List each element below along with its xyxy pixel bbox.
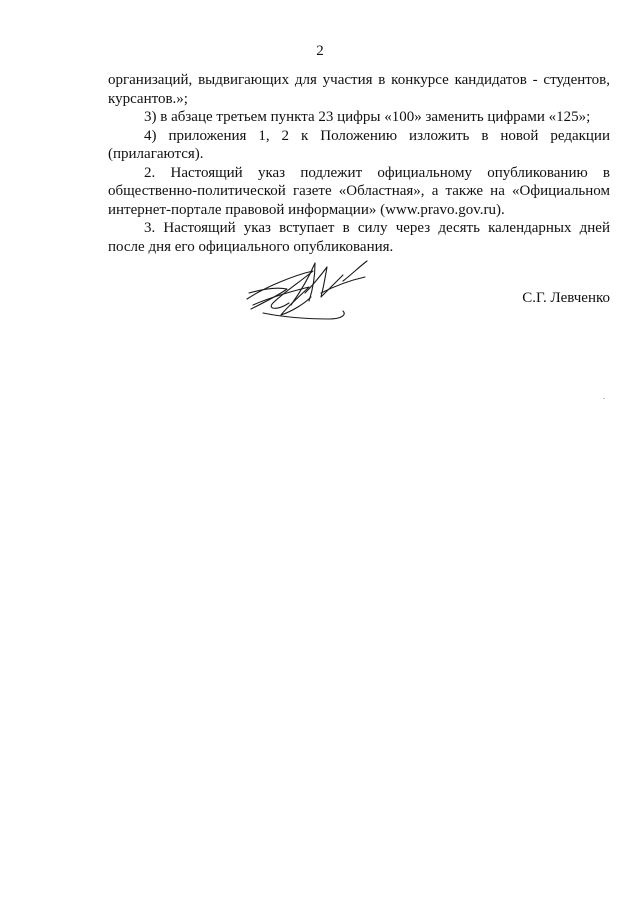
- handwritten-signature: [243, 253, 373, 325]
- paragraph-item-3: 3) в абзаце третьем пункта 23 цифры «100» заменить цифрами «125»;: [144, 109, 591, 125]
- signatory-name: С.Г. Левченко: [522, 290, 610, 306]
- page-number: 2: [316, 43, 324, 59]
- scan-artifact: [603, 398, 605, 399]
- paragraph-item-4: 4) приложения 1, 2 к Положению изложить в новой редакции (прилагаются).: [108, 127, 610, 162]
- paragraph-clause-2: 2. Настоящий указ подлежит официальному опубликованию в общественно-политической газете «Областная», а также на «Официальном интернет-портале правовой информации» (www.pravo.gov.ru).: [108, 164, 610, 218]
- paragraph-continuation: организаций, выдвигающих для участия в конкурсе кандидатов - студентов, курсантов.»;: [108, 72, 610, 107]
- document-body: [108, 71, 610, 256]
- paragraph-clause-3: 3. Настоящий указ вступает в силу через десять календарных дней после дня его официального опубликования.: [108, 220, 610, 255]
